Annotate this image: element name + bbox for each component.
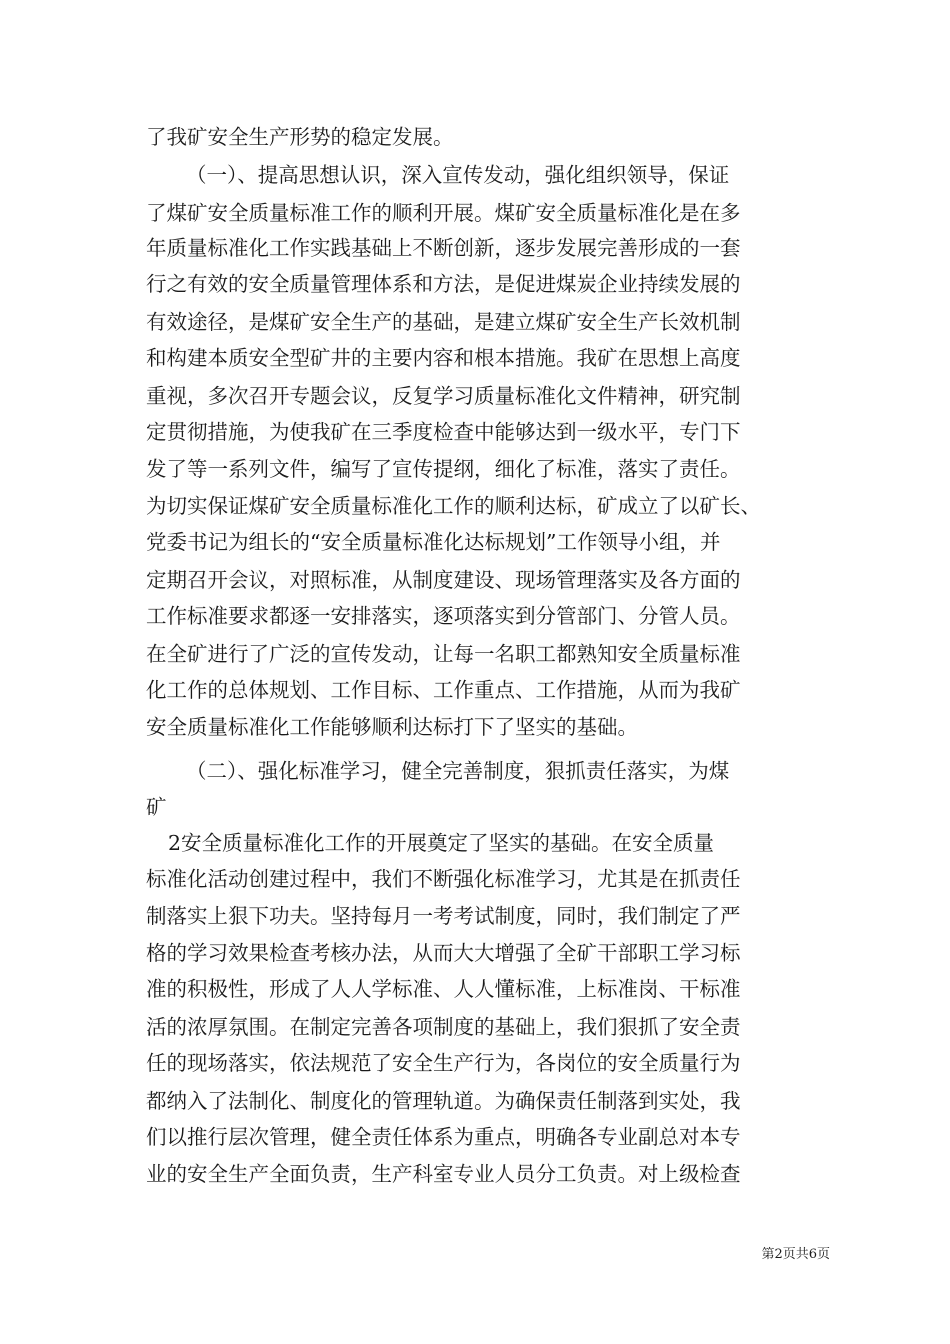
page-number: 第2页共6页 xyxy=(761,1247,830,1262)
text-line: 矿 xyxy=(146,795,167,819)
section-heading-line: （一）、提高思想认识，深入宣传发动，强化组织领导，保证 xyxy=(186,163,730,187)
text-line: 重视，多次召开专题会议，反复学习质量标准化文件精神，研究制 xyxy=(146,384,741,408)
text-line: 了煤矿安全质量标准工作的顺利开展。煤矿安全质量标准化是在多 xyxy=(146,201,741,225)
text-line: 任的现场落实，依法规范了安全生产行为，各岗位的安全质量行为 xyxy=(146,1051,741,1075)
text-line: 发了等一系列文件，编写了宣传提纲，细化了标准，落实了责任。 xyxy=(146,457,741,481)
section-heading-line: （二）、强化标准学习，健全完善制度，狠抓责任落实，为煤 xyxy=(186,759,730,783)
text-line: 业的安全生产全面负责，生产科室专业人员分工负责。对上级检查 xyxy=(146,1162,741,1186)
text-line: 们以推行层次管理，健全责任体系为重点，明确各专业副总对本专 xyxy=(146,1125,741,1149)
text-line: 了我矿安全生产形势的稳定发展。 xyxy=(146,125,454,149)
text-line: 格的学习效果检查考核办法，从而大大增强了全矿干部职工学习标 xyxy=(146,941,741,965)
text-line: 制落实上狠下功夫。坚持每月一考考试制度，同时，我们制定了严 xyxy=(146,904,741,928)
text-line: 准的积极性，形成了人人学标准、人人懂标准，上标准岗、干标准 xyxy=(146,977,741,1001)
text-line: 在全矿进行了广泛的宣传发动，让每一名职工都熟知安全质量标准 xyxy=(146,642,741,666)
text-line: 都纳入了法制化、制度化的管理轨道。为确保责任制落到实处，我 xyxy=(146,1089,741,1113)
text-line: 工作标准要求都逐一安排落实，逐项落实到分管部门、分管人员。 xyxy=(146,604,741,628)
text-line: 定贯彻措施，为使我矿在三季度检查中能够达到一级水平，专门下 xyxy=(146,420,741,444)
text-line: 标准化活动创建过程中，我们不断强化标准学习，尤其是在抓责任 xyxy=(146,867,741,891)
text-line: 活的浓厚氛围。在制定完善各项制度的基础上，我们狠抓了安全责 xyxy=(146,1015,741,1039)
text-line: 和构建本质安全型矿井的主要内容和根本措施。我矿在思想上高度 xyxy=(146,346,741,370)
text-line: 2安全质量标准化工作的开展奠定了坚实的基础。在安全质量 xyxy=(168,831,715,855)
text-line: 为切实保证煤矿安全质量标准化工作的顺利达标，矿成立了以矿长、 xyxy=(146,494,761,518)
text-line: 党委书记为组长的“安全质量标准化达标规划”工作领导小组，并 xyxy=(146,530,721,554)
text-line: 定期召开会议，对照标准，从制度建设、现场管理落实及各方面的 xyxy=(146,568,741,592)
text-line: 年质量标准化工作实践基础上不断创新，逐步发展完善形成的一套 xyxy=(146,236,741,260)
text-line: 化工作的总体规划、工作目标、工作重点、工作措施，从而为我矿 xyxy=(146,678,741,702)
text-line: 安全质量标准化工作能够顺利达标打下了坚实的基础。 xyxy=(146,715,638,739)
text-line: 行之有效的安全质量管理体系和方法，是促进煤炭企业持续发展的 xyxy=(146,272,741,296)
text-line: 有效途径，是煤矿安全生产的基础，是建立煤矿安全生产长效机制 xyxy=(146,310,741,334)
